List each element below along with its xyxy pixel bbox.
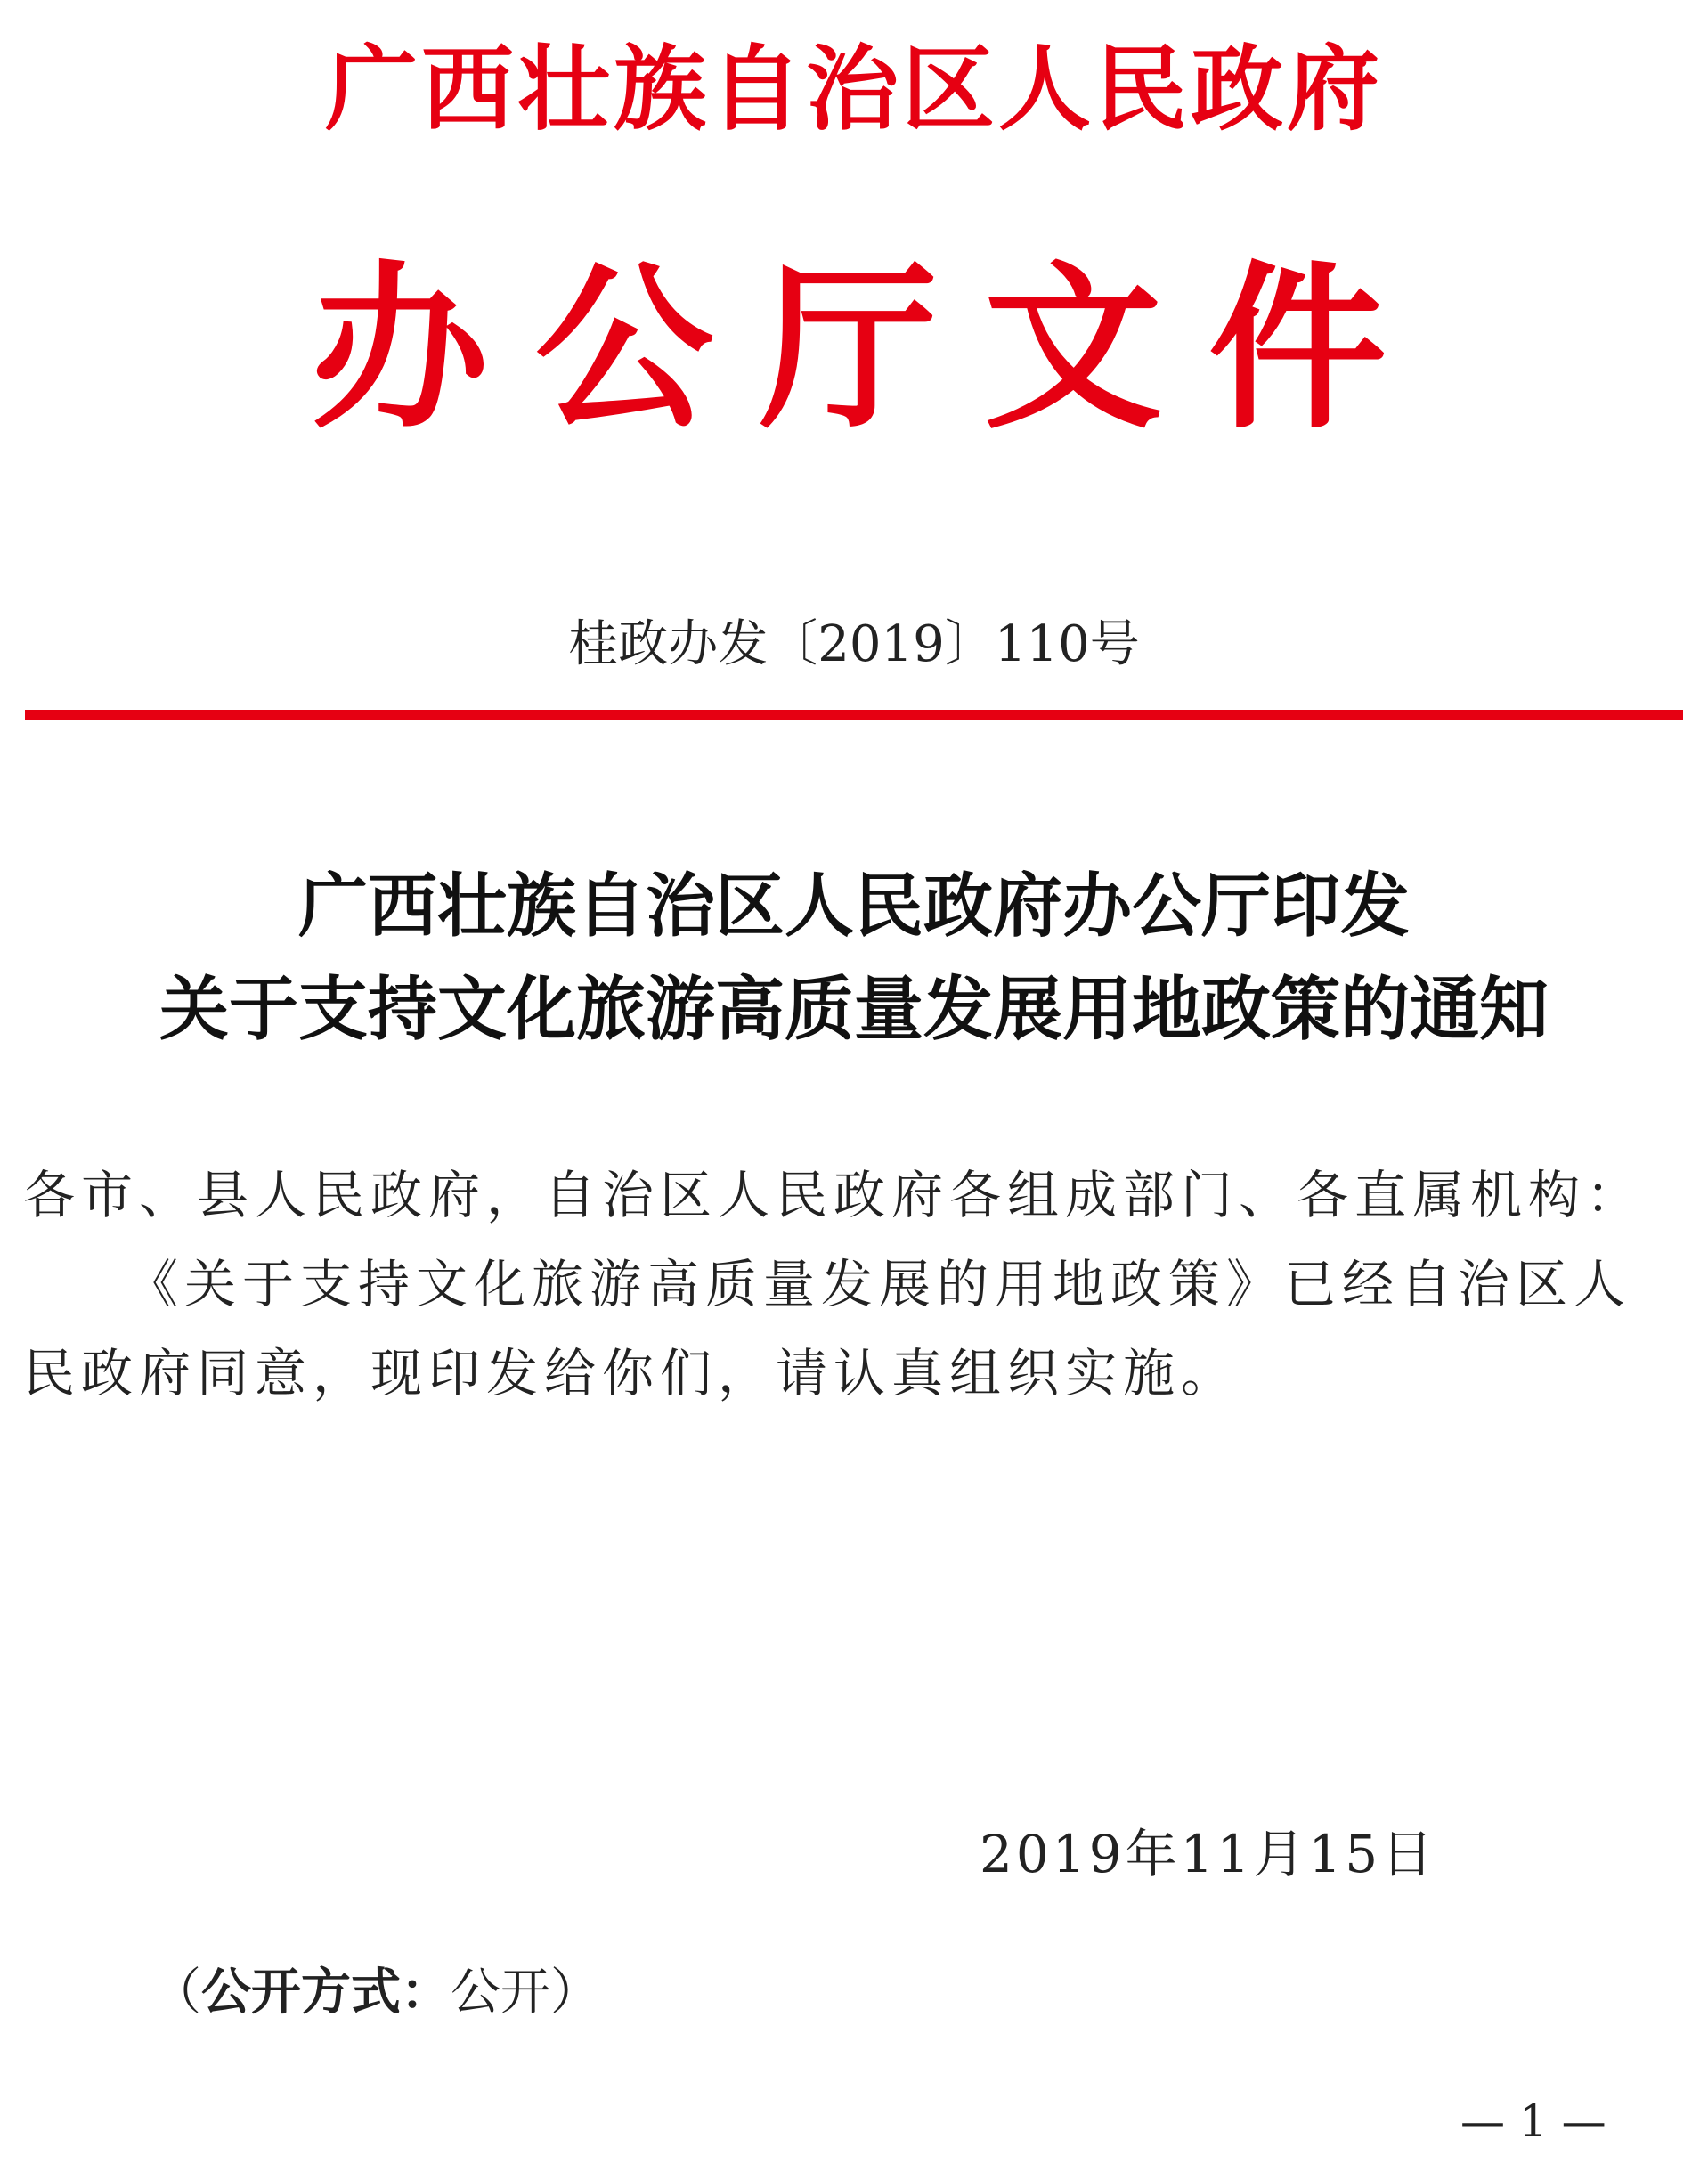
document-type-header: 办公厅文件: [310, 244, 1433, 453]
title-line-2: 关于支持文化旅游高质量发展用地政策的通知: [159, 969, 1549, 1050]
disclosure-mode: [151, 1963, 600, 2022]
page-number: — 1 —: [1460, 2095, 1606, 2147]
disclosure-value: 公开: [451, 1964, 550, 2022]
document-title: [0, 855, 1708, 1062]
red-separator-line: [25, 710, 1683, 720]
disclosure-open-paren: （: [151, 1964, 201, 2022]
document-number: 桂政办发〔2019〕110号: [568, 615, 1140, 673]
disclosure-close-paren: ）: [550, 1964, 600, 2022]
disclosure-label: 公开方式：: [201, 1963, 451, 2022]
issuer-header: 广西壮族自治区人民政府: [324, 34, 1383, 143]
issue-date: 2019年11月15日: [980, 1824, 1437, 1884]
body-paragraph: 《关于支持文化旅游高质量发展的用地政策》已经自治区人民政府同意，现印发给你们，请认真组织实施。: [23, 1254, 1632, 1403]
title-line-1: 广西壮族自治区人民政府办公厅印发: [297, 866, 1410, 947]
document-body: [23, 1151, 1688, 1418]
addressee-line: 各市、县人民政府，自治区人民政府各组成部门、各直属机构：: [23, 1165, 1645, 1225]
